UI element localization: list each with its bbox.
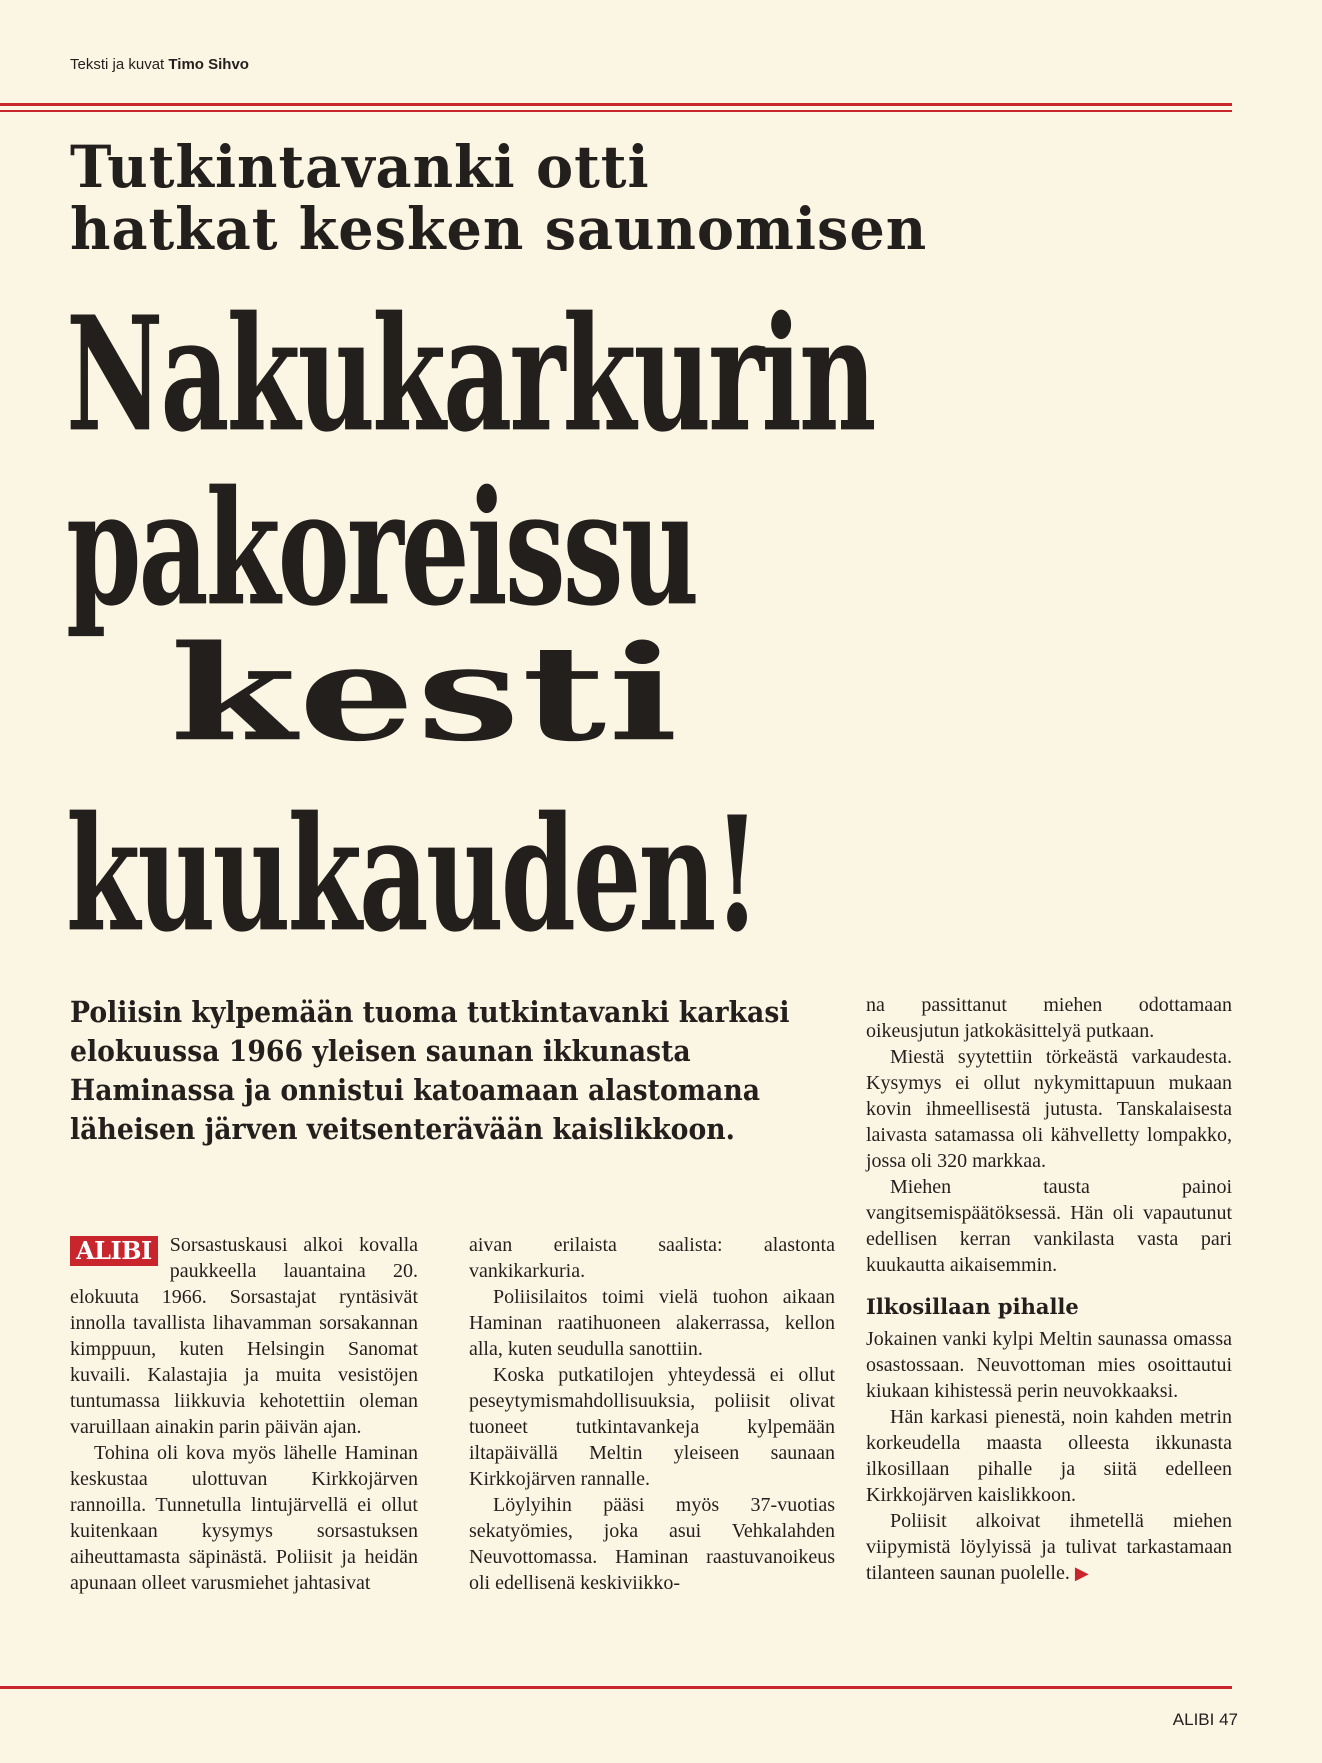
column-2-paragraph: Poliisilaitos toimi vielä tuohon aikaan Haminan raatihuoneen alakerrassa, kellon alla, kuten seudulla sanottiin.	[469, 1286, 835, 1360]
headline-line-4: kuukauden!	[66, 782, 758, 968]
byline-author: Timo Sihvo	[168, 56, 249, 73]
page-number: ALIBI 47	[1172, 1710, 1238, 1729]
bottom-rule-red	[0, 1686, 1232, 1689]
column-3-paragraph: Miestä syytettiin törkeästä varkaudesta. Kysymys ei ollut nykymittapuun mukaan kovin ihmeellisestä jutusta. Tanskalaisesta laivasta satamassa oli kähvelletty lompakko, jossa oli 320 markkaa.	[866, 1046, 1232, 1172]
byline-prefix: Teksti ja kuvat	[70, 56, 165, 73]
subheading: Ilkosillaan pihalle	[866, 1294, 1079, 1319]
headline-line-3: kesti	[170, 616, 681, 771]
column-3-paragraph: Miehen tausta painoi vangitsemispäätöksessä. Hän oli vapautunut edellisen kerran vankilasta vasta pari kuukautta aikaisemmin.	[866, 1176, 1232, 1276]
column-3-paragraph: na passittanut miehen odottamaan oikeusjutun jatkokäsittelyä putkaan.	[866, 994, 1232, 1042]
end-of-story-arrow-icon: ▶	[1074, 1563, 1089, 1583]
article-column-1	[70, 1232, 418, 1596]
article-column-2	[469, 1232, 835, 1596]
column-2-paragraph: aivan erilaista saalista: alastonta vankikarkuria.	[469, 1234, 835, 1282]
column-3-paragraph	[866, 1508, 1232, 1586]
alibi-badge: ALIBI	[70, 1236, 158, 1266]
headline-line-2: pakoreissu	[66, 456, 697, 642]
column-3-paragraph: Jokainen vanki kylpi Meltin saunassa omassa osastossaan. Neuvottoman mies osoittautui kiukaan kihistessä perin neuvokkaaksi.	[866, 1328, 1232, 1402]
lede: Poliisin kylpemään tuoma tutkintavanki karkasi elokuussa 1966 yleisen saunan ikkunasta Haminassa ja onnistui katoamaan alastomana läheisen järven veitsenterävään kaislikkoon.	[70, 995, 790, 1146]
byline	[70, 56, 249, 73]
top-rule-red-2	[0, 110, 1232, 112]
column-1-paragraph: Sorsastuskausi alkoi kovalla paukkeella lauantaina 20. elokuuta 1966. Sorsastajat ryntäsivät innolla tavallista lihavamman sorsakannan kimppuun, kuten Helsingin Sanomat kuvaili. Kalastajia ja muita vesistöjen tuntumassa liikkuvia kehotettiin oleman varuillaan ainakin parin päivän ajan.	[70, 1234, 418, 1438]
closing-paragraph: Poliisit alkoivat ihmetellä miehen viipymistä löylyissä ja tulivat tarkastamaan tilanteen saunan puolelle.	[866, 1510, 1232, 1584]
top-rule-red-1	[0, 103, 1232, 106]
column-2-paragraph: Koska putkatilojen yhteydessä ei ollut peseytymismahdollisuuksia, poliisit olivat tuoneet tutkintavankeja kylpemään iltapäivällä Meltin yleiseen saunaan Kirkkojärven rannalle.	[469, 1364, 835, 1490]
column-3-paragraph: Hän karkasi pienestä, noin kahden metrin korkeudella maasta olleesta ikkunasta ilkosillaan pihalle ja siitä edelleen Kirkkojärven kaislikkoon.	[866, 1406, 1232, 1506]
column-2-paragraph: Löylyihin pääsi myös 37-vuotias sekatyömies, joka asui Vehkalahden Neuvottomassa. Haminan raastuvanoikeus oli edellisenä keskiviikko-	[469, 1494, 835, 1594]
headline-line-1: Nakukarkurin	[66, 282, 874, 468]
kicker	[70, 133, 928, 263]
kicker-line-1: Tutkintavanki otti	[70, 133, 650, 201]
article-column-3	[866, 992, 1232, 1586]
kicker-line-2: hatkat kesken saunomisen	[70, 195, 928, 263]
column-1-paragraph: Tohina oli kova myös lähelle Haminan keskustaa ulottuvan Kirkkojärven rannoilla. Tunnetulla lintujärvellä ei ollut kuitenkaan kysymys sorsastuksen aiheuttamasta säpinästä. Poliisit ja heidän apunaan olleet varusmiehet jahtasivat	[70, 1442, 418, 1594]
